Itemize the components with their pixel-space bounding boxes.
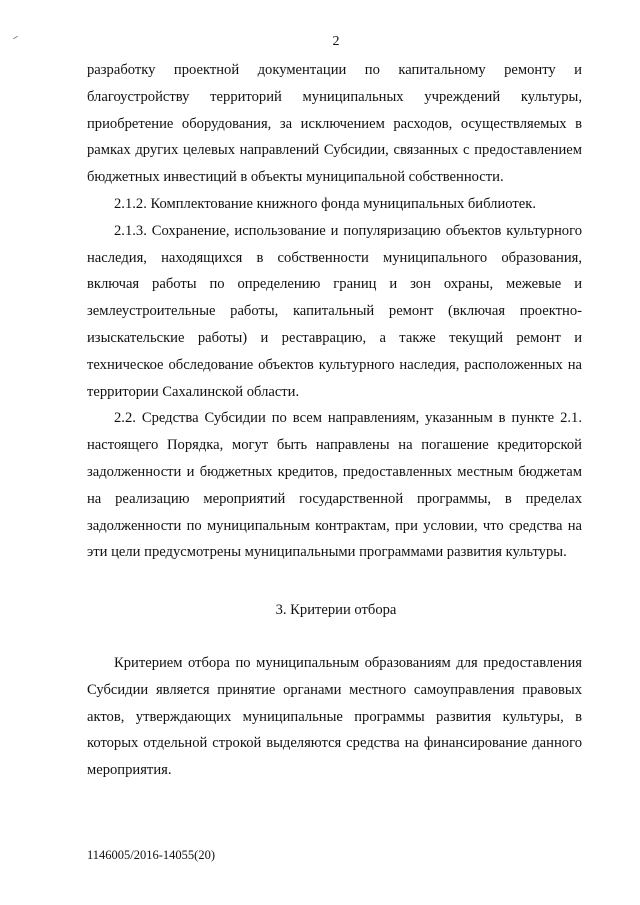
paragraph-2-1-2: 2.1.2. Комплектование книжного фонда муниципальных библиотек.	[114, 195, 536, 212]
paragraph-2-2: 2.2. Средства Субсидии по всем направлениям, указанным в пункте 2.1. настоящего Порядка, могут быть направлены на погашение кредиторской задолженности и бюджетных кредитов, предоставленных местным бюджетам на реализацию мероприятий государственной программы, в пределах задолженности по муниципальным контрактам, при условии, что средства на эти цели предусмотрены муниципальными программами развития культуры.	[87, 410, 582, 561]
document-number: 1146005/2016-14055(20)	[87, 848, 215, 862]
paragraph-2-1-3: 2.1.3. Сохранение, использование и популяризацию объектов культурного наследия, находящихся в собственности муниципального образования, включая работы по определению границ и зон охраны, межевые и землеустроительные работы, капитальный ремонт (включая проектно-изыскательские работы) и реставрацию, а также текущий ремонт и техническое обследование объектов культурного наследия, расположенных на территории Сахалинской области.	[87, 222, 582, 400]
section-heading: 3. Критерии отбора	[275, 602, 397, 618]
paragraph-criteria: Критерием отбора по муниципальным образованиям для предоставления Субсидии является принятие органами местного самоуправления правовых актов, утверждающих муниципальные программы развития культуры, в которых отдельной строкой выделяются средства на финансирование данного мероприятия.	[87, 655, 582, 779]
paragraph-2-1-1-continued: разработку проектной документации по капитальному ремонту и благоустройству территорий муниципальных учреждений культуры, приобретение оборудования, за исключением расходов, осуществляемых в рамках других целевых направлений Субсидии, связанных с предоставлением бюджетных инвестиций в объекты муниципальной собственности.	[87, 62, 582, 186]
document-body	[87, 57, 582, 566]
page-number: 2	[332, 34, 340, 49]
criteria-section-body	[87, 650, 582, 784]
